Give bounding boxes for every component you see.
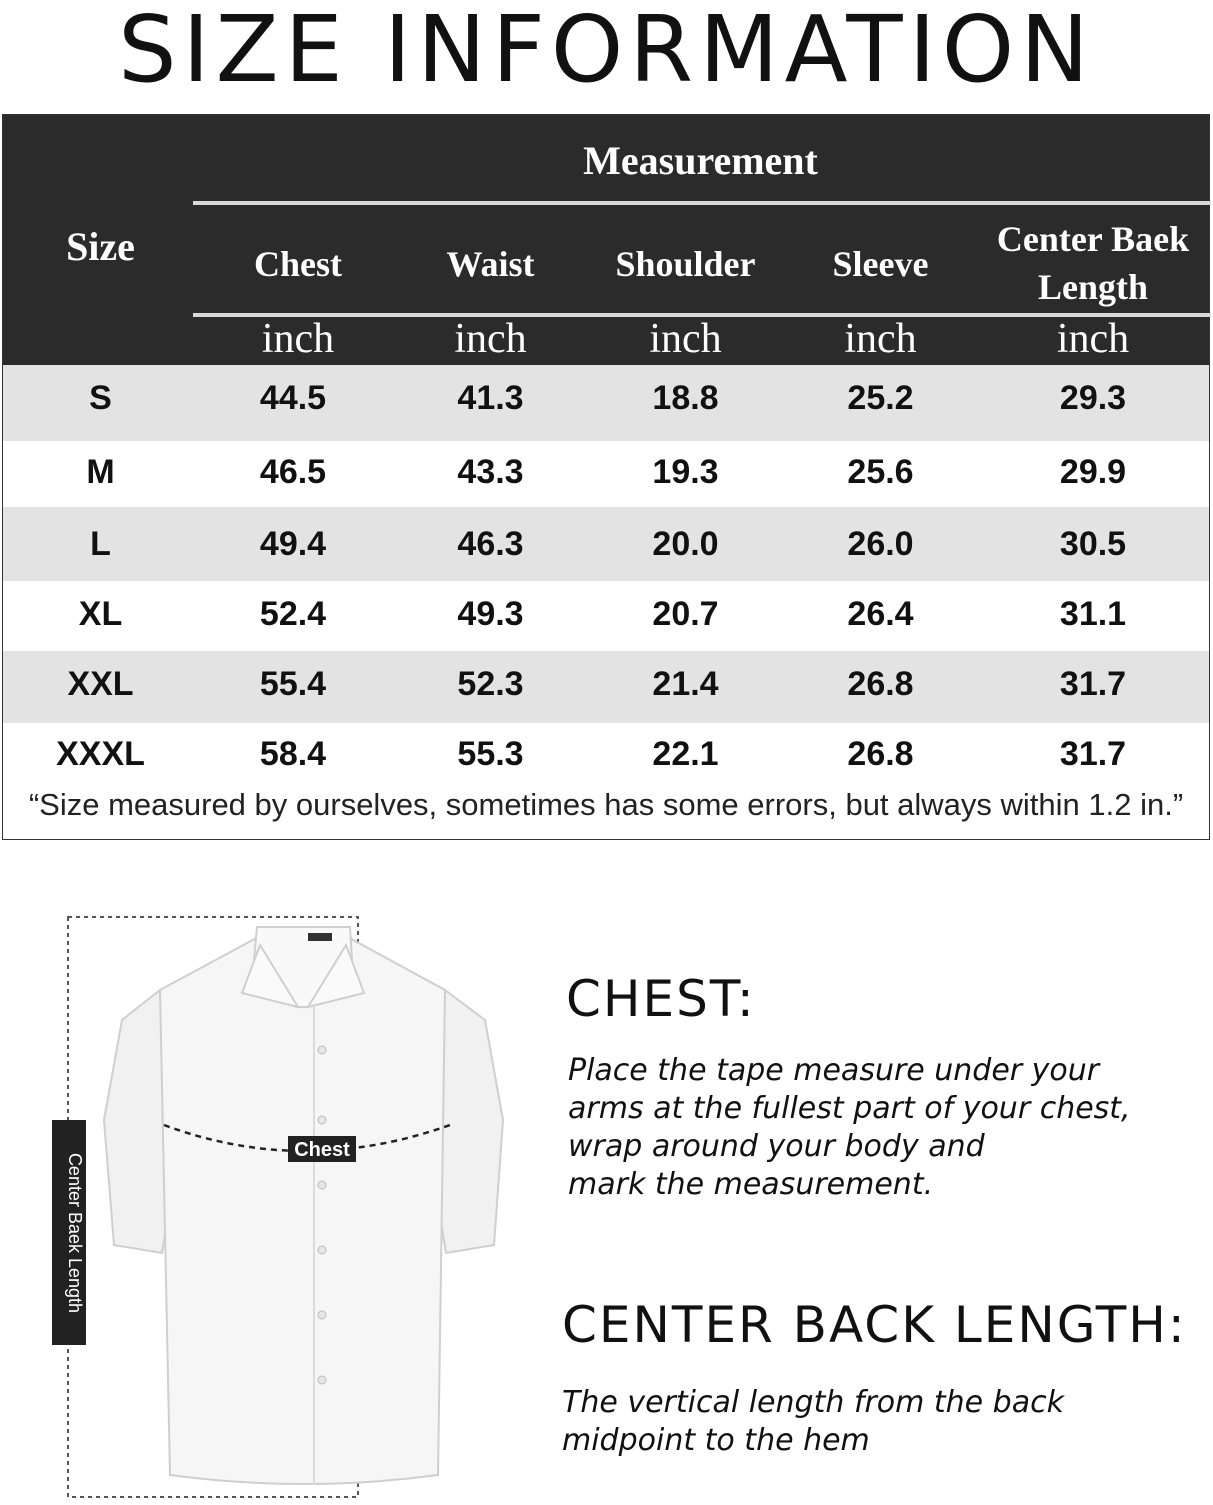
- value-cell: 19.3: [652, 453, 719, 491]
- value-cell: 49.4: [259, 525, 327, 563]
- value-cell: 52.3: [457, 665, 524, 703]
- value-cell: 26.8: [847, 735, 914, 773]
- unit-waist: inch: [454, 316, 527, 362]
- column-header-chest: Chest: [254, 244, 342, 284]
- value-cell: 29.9: [1059, 453, 1127, 491]
- size-cell: XL: [78, 595, 123, 633]
- header-divider: [193, 201, 1211, 205]
- value-cell: 20.0: [652, 525, 719, 563]
- value-cell: 55.3: [457, 735, 524, 773]
- table-row: [3, 441, 1209, 507]
- value-cell: 49.3: [457, 595, 524, 633]
- value-cell: 52.4: [259, 595, 327, 633]
- size-note: “Size measured by ourselves, sometimes has some errors, but always within 1.2 in.”: [28, 787, 1184, 822]
- chest-tag: Chest: [294, 1139, 350, 1161]
- center-back-length-label: Center Baek Length: [996, 219, 1190, 307]
- size-table: [2, 114, 1210, 840]
- value-cell: 46.5: [259, 453, 327, 491]
- measurement-label: Measurement: [583, 138, 818, 183]
- chest-description: [568, 1052, 1131, 1204]
- shirt-label: [308, 933, 332, 941]
- column-header-center-back-length: [978, 215, 1208, 311]
- size-column-header: Size: [66, 224, 135, 269]
- size-cell: L: [90, 525, 111, 563]
- value-cell: 18.8: [652, 379, 719, 417]
- page-title: SIZE INFORMATION: [118, 0, 1095, 103]
- value-cell: 55.4: [259, 665, 327, 703]
- table-row: [3, 365, 1209, 441]
- chest-text-line: mark the measurement.: [568, 1167, 934, 1202]
- shirt-body: [160, 935, 445, 1484]
- table-header: [3, 115, 1209, 365]
- column-header-shoulder: Shoulder: [615, 244, 756, 284]
- unit-sleeve: inch: [844, 316, 917, 362]
- value-cell: 46.3: [457, 525, 524, 563]
- value-cell: 26.8: [847, 665, 914, 703]
- center-back-text-line: The vertical length from the back: [562, 1385, 1064, 1420]
- value-cell: 58.4: [259, 735, 327, 773]
- length-tag: Center Baek Length: [65, 1152, 85, 1314]
- table-row: [3, 581, 1209, 651]
- chest-heading: CHEST:: [566, 970, 756, 1028]
- chest-text-line: arms at the fullest part of your chest,: [568, 1091, 1131, 1126]
- button: [318, 1181, 326, 1189]
- chest-text-line: wrap around your body and: [568, 1129, 985, 1164]
- value-cell: 20.7: [652, 595, 719, 633]
- size-cell: XXXL: [56, 735, 145, 773]
- value-cell: 21.4: [652, 665, 719, 703]
- shirt-diagram: [52, 915, 552, 1500]
- value-cell: 31.7: [1059, 665, 1127, 703]
- center-back-text-line: midpoint to the hem: [562, 1423, 870, 1458]
- center-back-length-description: [562, 1384, 1064, 1460]
- unit-shoulder: inch: [649, 316, 722, 362]
- value-cell: 26.4: [847, 595, 914, 633]
- column-header-sleeve: Sleeve: [832, 244, 929, 284]
- button: [318, 1046, 326, 1054]
- value-cell: 22.1: [652, 735, 719, 773]
- value-cell: 26.0: [847, 525, 914, 563]
- value-cell: 30.5: [1059, 525, 1127, 563]
- value-cell: 41.3: [457, 379, 524, 417]
- value-cell: 29.3: [1059, 379, 1127, 417]
- shirt-illustration: [52, 915, 552, 1500]
- value-cell: 25.6: [847, 453, 914, 491]
- value-cell: 31.7: [1059, 735, 1127, 773]
- button: [318, 1116, 326, 1124]
- center-back-length-heading: CENTER BACK LENGTH:: [562, 1296, 1187, 1354]
- value-cell: 43.3: [457, 453, 524, 491]
- size-cell: XXL: [67, 665, 134, 703]
- button: [318, 1311, 326, 1319]
- size-cell: M: [86, 453, 115, 491]
- size-cell: S: [89, 379, 112, 417]
- column-header-waist: Waist: [446, 244, 535, 284]
- button: [318, 1246, 326, 1254]
- button: [318, 1376, 326, 1384]
- value-cell: 31.1: [1059, 595, 1127, 633]
- chest-text-line: Place the tape measure under your: [568, 1053, 1100, 1088]
- table-row: [3, 507, 1209, 581]
- unit-center-back-length: inch: [1056, 316, 1130, 362]
- table-row: [3, 651, 1209, 723]
- table-row: [3, 723, 1209, 789]
- unit-chest: inch: [261, 316, 335, 362]
- value-cell: 25.2: [847, 379, 914, 417]
- value-cell: 44.5: [259, 379, 327, 417]
